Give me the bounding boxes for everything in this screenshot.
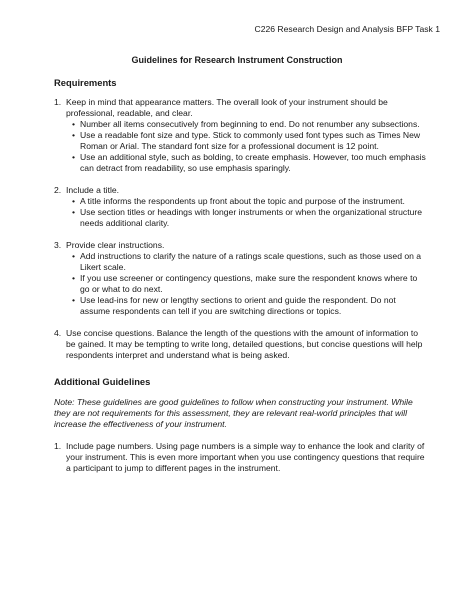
- additional-guidelines-heading: Additional Guidelines: [54, 376, 151, 387]
- item-number: 2.: [54, 185, 62, 195]
- item-text: Keep in mind that appearance matters. The overall look of your instrument should be professional, readable, and clear.: [66, 97, 388, 118]
- item-body: [66, 441, 426, 474]
- item-body: [66, 97, 426, 174]
- page-header: C226 Research Design and Analysis BFP Task 1: [254, 24, 440, 34]
- item-text: Use concise questions. Balance the length of the questions with the amount of information to be gained. It may be tempting to write long, detailed questions, but concise questions will help respondents interpret and understand what is being asked.: [66, 328, 423, 360]
- item-body: [66, 185, 426, 229]
- bullet-item: [66, 251, 426, 273]
- bullet-list: [66, 251, 426, 317]
- bullet-text: Use section titles or headings with longer instruments or when the organizational structure needs additional clarity.: [80, 207, 423, 228]
- item-number: 1.: [54, 441, 62, 451]
- bullet-icon: •: [72, 119, 76, 129]
- bullet-item: [66, 196, 426, 207]
- requirements-list: [54, 97, 426, 361]
- bullet-item: [66, 152, 426, 174]
- bullet-icon: •: [72, 273, 76, 283]
- item-number: 3.: [54, 240, 62, 250]
- additional-note: Note: These guidelines are good guidelines to follow when constructing your instrument. While they are not requirements for this assessment, they are relevant real-world principles that will increase the effectiveness of your instrument.: [54, 397, 413, 429]
- item-body: [66, 328, 426, 361]
- bullet-item: [66, 273, 426, 295]
- document-body: [54, 77, 426, 485]
- bullet-item: [66, 207, 426, 229]
- bullet-text: Use lead-ins for new or lengthy sections to orient and guide the respondent. Do not assume respondents can tell if you are switching directions or topics.: [80, 295, 396, 316]
- item-number: 1.: [54, 97, 62, 107]
- list-item: [54, 441, 426, 474]
- bullet-text: Number all items consecutively from beginning to end. Do not renumber any subsections.: [80, 119, 420, 129]
- bullet-text: Add instructions to clarify the nature of a ratings scale questions, such as those used on a Likert scale.: [80, 251, 422, 272]
- bullet-icon: •: [72, 130, 76, 140]
- bullet-list: [66, 119, 426, 174]
- bullet-list: [66, 196, 426, 229]
- list-item: [54, 97, 426, 174]
- bullet-item: [66, 119, 426, 130]
- item-number: 4.: [54, 328, 62, 338]
- bullet-item: [66, 130, 426, 152]
- bullet-icon: •: [72, 196, 76, 206]
- item-body: [66, 240, 426, 317]
- document-title: Guidelines for Research Instrument Construction: [131, 55, 343, 65]
- bullet-text: If you use screener or contingency questions, make sure the respondent knows where to go or what to do next.: [80, 273, 418, 294]
- bullet-icon: •: [72, 207, 76, 217]
- requirements-heading: Requirements: [54, 77, 117, 88]
- bullet-text: Use a readable font size and type. Stick to commonly used font types such as Times New Roman or Arial. The standard font size for a professional document is 12 point.: [80, 130, 421, 151]
- list-item: [54, 328, 426, 361]
- additional-guidelines-list: [54, 441, 426, 474]
- bullet-icon: •: [72, 295, 76, 305]
- list-item: [54, 240, 426, 317]
- item-text: Include a title.: [66, 185, 120, 195]
- bullet-text: Use an additional style, such as bolding, to create emphasis. However, too much emphasis can detract from readability, so use emphasis sparingly.: [80, 152, 426, 173]
- item-text: Provide clear instructions.: [66, 240, 165, 250]
- bullet-icon: •: [72, 152, 76, 162]
- bullet-text: A title informs the respondents up front about the topic and purpose of the instrument.: [80, 196, 405, 206]
- bullet-icon: •: [72, 251, 76, 261]
- item-text: Include page numbers. Using page numbers is a simple way to enhance the look and clarity of your instrument. This is even more important when you use contingency questions that require a participant to jump to different pages in the instrument.: [66, 441, 425, 473]
- bullet-item: [66, 295, 426, 317]
- list-item: [54, 185, 426, 229]
